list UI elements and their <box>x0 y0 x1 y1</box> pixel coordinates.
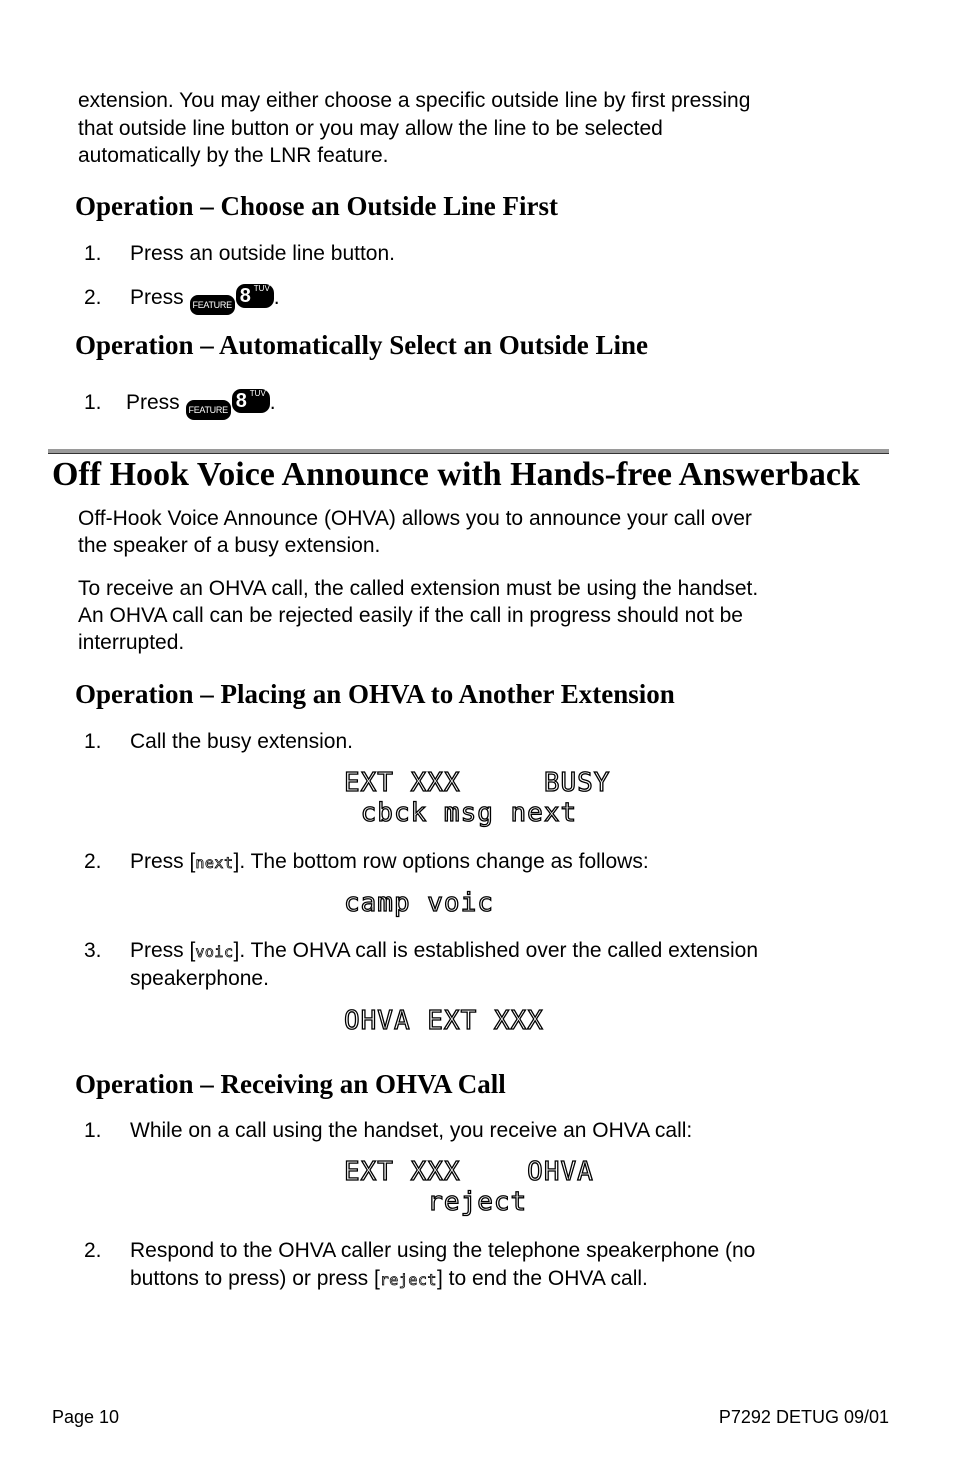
text-fragment: Press [ <box>130 850 196 873</box>
section-p1-line-2: the speaker of a busy extension. <box>78 534 381 557</box>
section-title: Off Hook Voice Announce with Hands-free Answerback <box>52 456 860 493</box>
press-label: Press <box>126 391 180 414</box>
step-number: 2. <box>84 850 102 873</box>
section-p2-line-2: An OHVA call can be rejected easily if the call in progress should not be <box>78 604 743 627</box>
text-fragment: buttons to press) or press [ <box>130 1267 380 1290</box>
text-fragment: ] to end the OHVA call. <box>436 1267 648 1290</box>
step-number: 1. <box>84 242 102 265</box>
step-text <box>126 389 276 420</box>
press-label: Press <box>130 286 184 309</box>
step-text <box>130 1265 648 1294</box>
section-p2-line-1: To receive an OHVA call, the called extension must be using the handset. <box>78 577 759 600</box>
step-number: 1. <box>84 1119 102 1142</box>
step-text: Press an outside line button. <box>130 242 396 265</box>
lcd-display-line: camp voic <box>344 888 494 918</box>
heading-placing-ohva: Operation – Placing an OHVA to Another Extension <box>75 679 675 709</box>
key-letters: TUV <box>253 284 270 293</box>
section-divider <box>48 449 889 454</box>
key-digit: 8 <box>235 390 247 412</box>
intro-line-3: automatically by the LNR feature. <box>78 144 389 167</box>
period: . <box>273 286 280 309</box>
feature-key-icon: FEATURE <box>190 295 235 315</box>
step-text: While on a call using the handset, you receive an OHVA call: <box>130 1119 693 1142</box>
intro-line-2: that outside line button or you may allow the line to be selected <box>78 117 663 140</box>
step-number: 3. <box>84 939 102 962</box>
step-number: 2. <box>84 286 102 309</box>
lcd-display-line: cbck msg next <box>344 798 578 828</box>
heading-receiving-ohva: Operation – Receiving an OHVA Call <box>75 1069 506 1099</box>
feature-8-key-sequence <box>186 389 270 420</box>
lcd-display-line: EXT XXX BUSY <box>344 768 611 798</box>
feature-key-icon: FEATURE <box>186 400 231 420</box>
step-number: 1. <box>84 730 102 753</box>
step-text: speakerphone. <box>130 967 269 990</box>
digit-8-key-icon <box>232 389 270 413</box>
document-id: P7292 DETUG 09/01 <box>718 1407 889 1427</box>
page-number: Page 10 <box>52 1407 120 1427</box>
text-fragment: Press [ <box>130 939 196 962</box>
softkey-voic: voic <box>195 943 234 961</box>
step-text <box>130 284 280 315</box>
text-fragment: ]. The OHVA call is established over the called extension <box>233 939 758 962</box>
lcd-display-line: reject <box>344 1187 528 1217</box>
lcd-display-line: EXT XXX OHVA <box>344 1157 594 1187</box>
intro-line-1: extension. You may either choose a specific outside line by first pressing <box>78 89 751 112</box>
section-p2-line-3: interrupted. <box>78 631 185 654</box>
period: . <box>269 391 276 414</box>
softkey-next: next <box>195 854 234 872</box>
step-text: Call the busy extension. <box>130 730 353 753</box>
lcd-display-line: OHVA EXT XXX <box>344 1006 544 1036</box>
key-digit: 8 <box>239 285 251 307</box>
step-number: 1. <box>84 391 102 414</box>
feature-8-key-sequence <box>190 284 274 315</box>
heading-choose-outside-line: Operation – Choose an Outside Line First <box>75 191 559 221</box>
softkey-reject: reject <box>379 1271 437 1289</box>
step-text <box>130 937 758 966</box>
digit-8-key-icon <box>236 284 274 308</box>
heading-auto-select-outside-line: Operation – Automatically Select an Outside Line <box>75 330 648 360</box>
section-p1-line-1: Off-Hook Voice Announce (OHVA) allows you to announce your call over <box>78 507 752 530</box>
text-fragment: ]. The bottom row options change as follows: <box>233 850 649 873</box>
step-text <box>130 848 649 877</box>
step-text: Respond to the OHVA caller using the telephone speakerphone (no <box>130 1239 756 1262</box>
key-letters: TUV <box>249 389 266 398</box>
step-number: 2. <box>84 1239 102 1262</box>
